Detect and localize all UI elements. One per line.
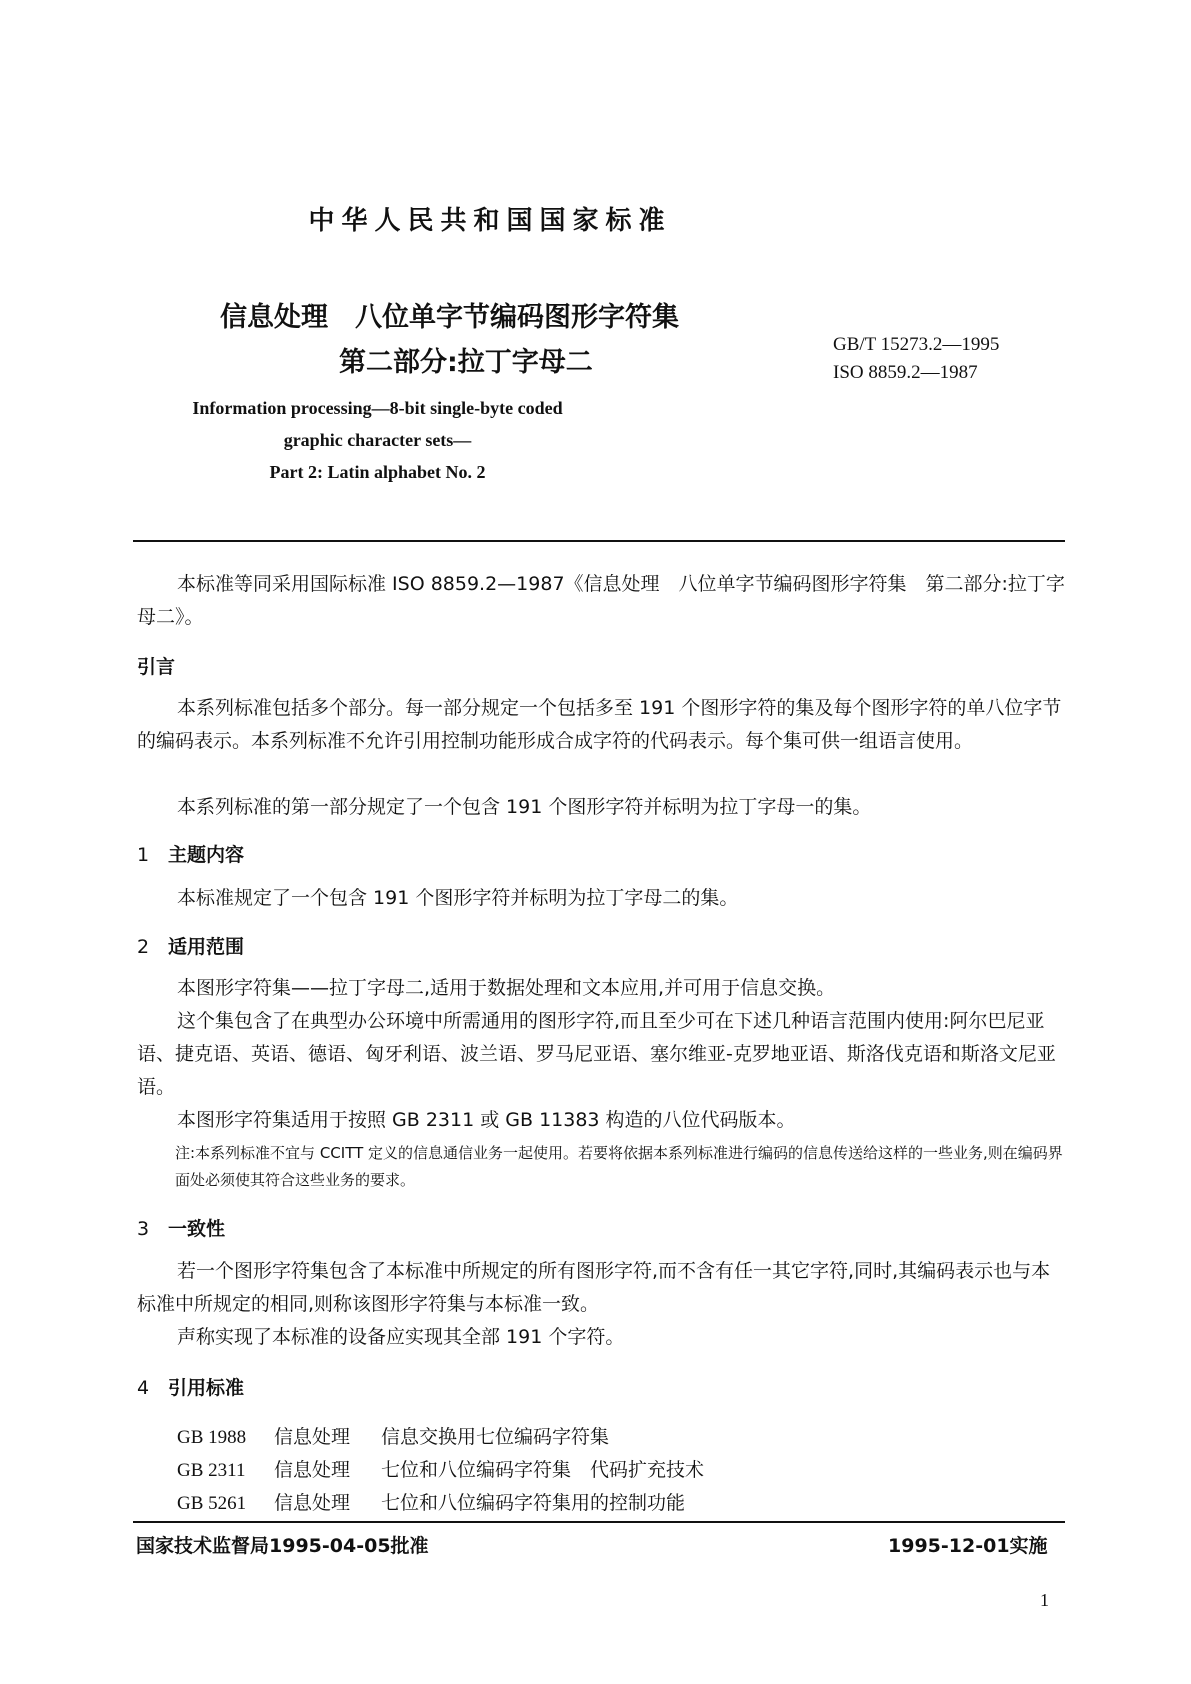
foreword-heading: 引言 xyxy=(137,656,176,678)
section-3-paragraph-1: 若一个图形字符集包含了本标准中所规定的所有图形字符,而不含有任一其它字符,同时,其编码表示也与本标准中所规定的相同,则称该图形字符集与本标准一致。 xyxy=(137,1260,1051,1315)
english-title-line-2: graphic character sets— xyxy=(283,430,472,450)
section-1-heading: 1 主题内容 xyxy=(137,844,245,866)
section-4-heading: 4 引用标准 xyxy=(137,1377,245,1399)
reference-category: 信息处理 xyxy=(274,1492,351,1514)
reference-title: 七位和八位编码字符集用的控制功能 xyxy=(381,1492,686,1514)
reference-code: GB 5261 xyxy=(177,1493,247,1514)
footer-divider xyxy=(133,1521,1065,1523)
reference-category: 信息处理 xyxy=(274,1426,351,1448)
section-1-paragraph: 本标准规定了一个包含 191 个图形字符并标明为拉丁字母二的集。 xyxy=(177,887,739,909)
foreword-paragraph-1: 本系列标准包括多个部分。每一部分规定一个包括多至 191 个图形字符的集及每个图形字符的单八位字节的编码表示。本系列标准不允许引用控制功能形成合成字符的代码表示。每个集可供一组语言使用。 xyxy=(137,697,1062,752)
gb-standard-code: GB/T 15273.2—1995 xyxy=(833,334,1000,355)
intro-paragraph: 本标准等同采用国际标准 ISO 8859.2—1987《信息处理 八位单字节编码图形字符集 第二部分:拉丁字母二》。 xyxy=(137,573,1065,628)
english-title-line-3: Part 2: Latin alphabet No. 2 xyxy=(269,462,486,482)
section-2-note: 注:本系列标准不宜与 CCITT 定义的信息通信业务一起使用。若要将依据本系列标准进行编码的信息传送给这样的一些业务,则在编码界面处必须使其符合这些业务的要求。 xyxy=(175,1144,1063,1189)
reference-row xyxy=(177,1422,609,1449)
iso-standard-code: ISO 8859.2—1987 xyxy=(833,362,978,383)
reference-category: 信息处理 xyxy=(274,1459,351,1481)
header-divider xyxy=(133,540,1065,542)
section-3-heading: 3 一致性 xyxy=(137,1218,226,1240)
chinese-title-line-1: 信息处理 八位单字节编码图形字符集 xyxy=(220,302,679,333)
section-2-paragraph-3: 本图形字符集适用于按照 GB 2311 或 GB 11383 构造的八位代码版本。 xyxy=(177,1109,796,1131)
page-number: 1 xyxy=(1040,1590,1049,1610)
section-3-paragraph-2: 声称实现了本标准的设备应实现其全部 191 个字符。 xyxy=(177,1326,625,1348)
reference-code: GB 2311 xyxy=(177,1460,246,1481)
english-title-line-1: Information processing—8-bit single-byte coded xyxy=(192,398,563,418)
reference-row xyxy=(177,1455,704,1482)
section-2-paragraph-2: 这个集包含了在典型办公环境中所需通用的图形字符,而且至少可在下述几种语言范围内使用:阿尔巴尼亚语、捷克语、英语、德语、匈牙利语、波兰语、罗马尼亚语、塞尔维亚-克罗地亚语、斯洛伐克语和斯洛文尼亚语。 xyxy=(137,1010,1056,1098)
approval-statement: 国家技术监督局1995-04-05批准 xyxy=(136,1535,429,1557)
national-standard-heading: 中华人民共和国国家标准 xyxy=(308,206,672,236)
reference-title: 七位和八位编码字符集 代码扩充技术 xyxy=(381,1459,705,1481)
chinese-title-line-2: 第二部分:拉丁字母二 xyxy=(339,347,593,378)
foreword-paragraph-2: 本系列标准的第一部分规定了一个包含 191 个图形字符并标明为拉丁字母一的集。 xyxy=(177,796,872,818)
reference-code: GB 1988 xyxy=(177,1427,247,1448)
reference-row xyxy=(177,1488,685,1515)
reference-title: 信息交换用七位编码字符集 xyxy=(381,1426,610,1448)
section-2-paragraph-1: 本图形字符集——拉丁字母二,适用于数据处理和文本应用,并可用于信息交换。 xyxy=(177,977,836,999)
section-2-heading: 2 适用范围 xyxy=(137,936,245,958)
implementation-date: 1995-12-01实施 xyxy=(888,1535,1048,1557)
